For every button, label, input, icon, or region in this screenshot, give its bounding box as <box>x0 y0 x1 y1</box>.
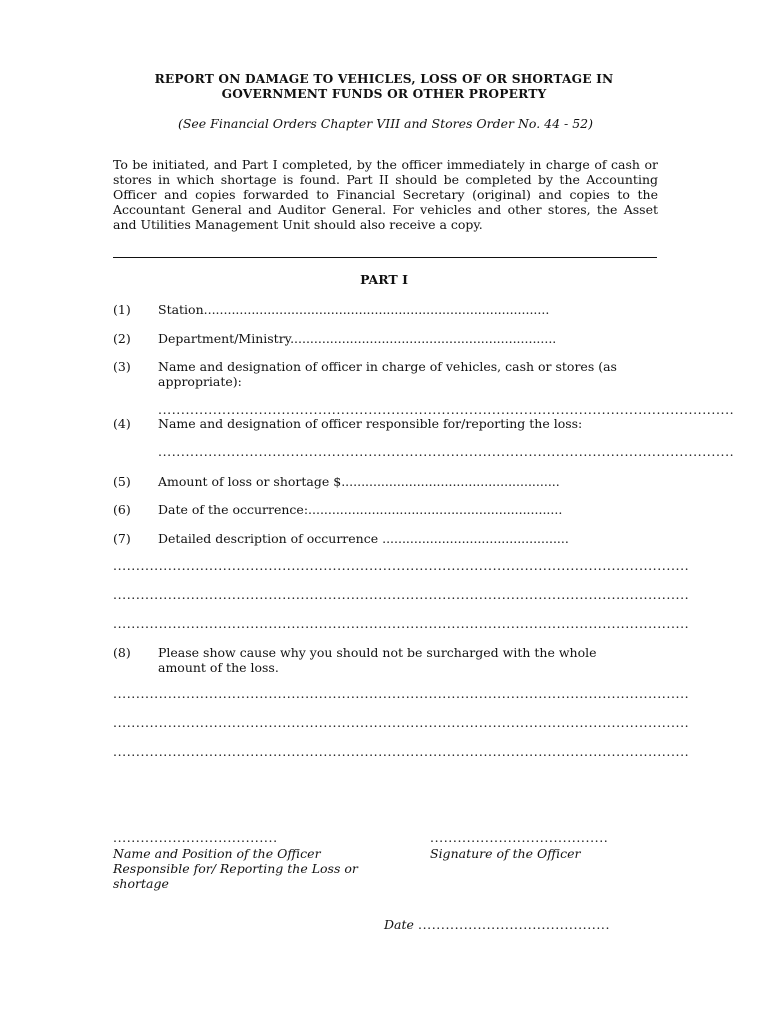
instructions-paragraph: To be initiated, and Part I completed, by the officer immediately in charge of cash or stores in which shortage is found. Part II should be completed by the Accounting Officer and copies forwarded to Financial Secretary (original) and copies to the Accountant General and Auditor General. For vehicles and other stores, the Asset and Utilities Management Unit should also receive a copy. <box>113 157 658 232</box>
item-number: (6) <box>113 502 131 517</box>
item-label: Please show cause why you should not be surcharged with the whole amount of the loss. <box>158 645 597 675</box>
item-label: Name and designation of officer responsible for/reporting the loss: <box>158 416 583 431</box>
officer-in-charge-field[interactable]: .............................................................................................................................. <box>158 402 735 417</box>
item-description[interactable] <box>113 531 658 546</box>
officer-name-field[interactable]: .................................... <box>113 830 278 845</box>
signature-field[interactable]: ....................................... <box>430 830 609 845</box>
section-divider <box>113 257 657 258</box>
description-line-3[interactable]: .............................................................................................................................. <box>113 616 690 631</box>
date-label: Date <box>384 917 414 932</box>
item-department[interactable] <box>113 331 658 346</box>
item-label: Detailed description of occurrence ............................................... <box>158 531 569 546</box>
title-line-1: REPORT ON DAMAGE TO VEHICLES, LOSS OF OR SHORTAGE IN <box>154 72 614 86</box>
item-officer-responsible <box>113 416 658 431</box>
item-label: Date of the occurrence:................................................................ <box>158 502 563 517</box>
item-number: (2) <box>113 331 131 346</box>
show-cause-line-3[interactable]: .............................................................................................................................. <box>113 744 690 759</box>
description-line-1[interactable]: .............................................................................................................................. <box>113 558 690 573</box>
date-field[interactable]: .......................................... <box>418 917 611 932</box>
item-number: (8) <box>113 645 131 660</box>
item-number: (1) <box>113 302 131 317</box>
item-station[interactable] <box>113 302 658 317</box>
item-number: (7) <box>113 531 131 546</box>
item-label: Amount of loss or shortage $....................................................... <box>158 474 560 489</box>
item-show-cause <box>113 645 658 675</box>
show-cause-line-2[interactable]: .............................................................................................................................. <box>113 715 690 730</box>
item-amount[interactable] <box>113 474 658 489</box>
item-date-occurrence[interactable] <box>113 502 658 517</box>
item-label: Name and designation of officer in charge of vehicles, cash or stores (as appropriate): <box>158 359 617 389</box>
officer-name-label: Name and Position of the Officer Responsible for/ Reporting the Loss or shortage <box>113 846 358 891</box>
item-officer-in-charge <box>113 359 658 389</box>
item-label: Station....................................................................................... <box>158 302 550 317</box>
show-cause-line-1[interactable]: .............................................................................................................................. <box>113 686 690 701</box>
officer-responsible-field[interactable]: .............................................................................................................................. <box>158 444 735 459</box>
form-subtitle: (See Financial Orders Chapter VIII and Stores Order No. 44 - 52) <box>177 116 594 131</box>
description-line-2[interactable]: .............................................................................................................................. <box>113 587 690 602</box>
title-line-2: GOVERNMENT FUNDS OR OTHER PROPERTY <box>221 87 547 101</box>
item-number: (3) <box>113 359 131 374</box>
item-label: Department/Ministry................................................................... <box>158 331 557 346</box>
item-number: (5) <box>113 474 131 489</box>
part-heading: PART I <box>360 272 408 287</box>
signature-label: Signature of the Officer <box>430 846 581 861</box>
form-title <box>0 72 768 102</box>
item-number: (4) <box>113 416 131 431</box>
